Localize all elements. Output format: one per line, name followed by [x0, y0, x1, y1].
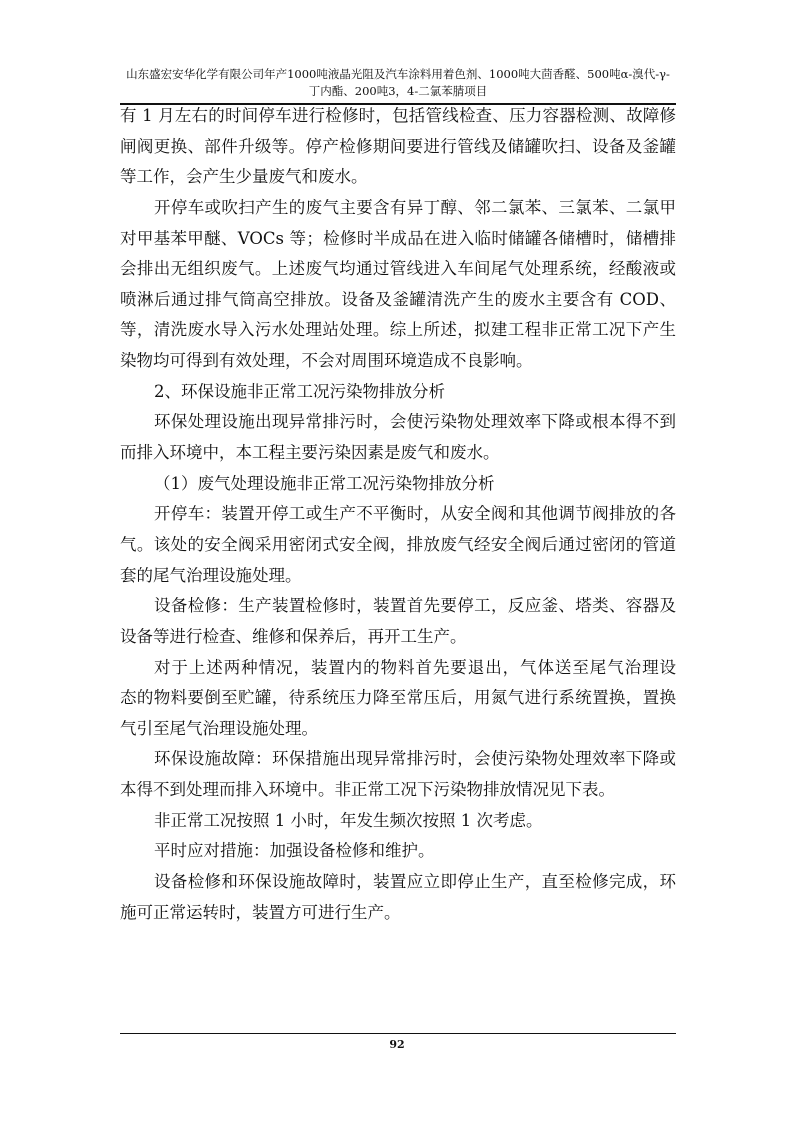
paragraph	[120, 867, 676, 928]
paragraph	[120, 653, 676, 745]
page-header	[112, 66, 684, 100]
text-line: 闸阀更换、部件升级等。停产检修期间要进行管线及储罐吹扫、设备及釜罐	[120, 136, 676, 156]
header-title-line-1: 山东盛宏安华化学有限公司年产1000吨液晶光阻及汽车涂料用着色剂、1000吨大茴香醛、500吨α-溴代-γ-	[126, 67, 670, 81]
paragraph	[120, 499, 676, 591]
text-line: 开停车：装置开停工或生产不平衡时，从安全阀和其他调节阀排放的各	[154, 504, 676, 524]
paragraph	[120, 101, 676, 193]
text-line: 设备检修和环保设施故障时，装置应立即停止生产，直至检修完成，环	[154, 872, 676, 892]
paragraph	[120, 469, 676, 500]
paragraph	[120, 836, 676, 867]
text-line: 环保处理设施出现异常排污时，会使污染物处理效率下降或根本得不到	[154, 412, 676, 432]
footer-divider	[120, 1033, 676, 1034]
text-line: （1）废气处理设施非正常工况污染物排放分析	[154, 473, 495, 493]
text-line: 环保设施故障：环保措施出现异常排污时，会使污染物处理效率下降或	[154, 749, 676, 769]
text-line: 而排入环境中，本工程主要污染因素是废气和废水。	[120, 443, 500, 463]
paragraph	[120, 193, 676, 377]
text-line: 喷淋后通过排气筒高空排放。设备及釜罐清洗产生的废水主要含有 COD、	[120, 289, 676, 309]
text-line: 设备等进行检查、维修和保养后，再开工生产。	[120, 626, 467, 646]
text-line: 2、环保设施非正常工况污染物排放分析	[154, 381, 445, 401]
text-line: 染物均可得到有效处理，不会对周围环境造成不良影响。	[120, 351, 533, 371]
paragraph	[120, 407, 676, 468]
text-line: 平时应对措施：加强设备检修和维护。	[154, 841, 435, 861]
text-line: 开停车或吹扫产生的废气主要含有异丁醇、邻二氯苯、三氯苯、二氯甲	[154, 197, 676, 217]
paragraph	[120, 744, 676, 805]
text-line: 本得不到处理而排入环境中。非正常工况下污染物排放情况见下表。	[120, 780, 615, 800]
paragraph	[120, 591, 676, 652]
document-body	[120, 101, 676, 928]
text-line: 施可正常运转时，装置方可进行生产。	[120, 902, 401, 922]
header-title-line-2: 丁内酯、200吨3，4-二氯苯腈项目	[308, 84, 488, 98]
paragraph	[120, 806, 676, 837]
page-number: 92	[389, 1038, 405, 1051]
text-line: 气引至尾气治理设施处理。	[120, 718, 318, 738]
text-line: 非正常工况按照 1 小时，年发生频次按照 1 次考虑。	[154, 810, 543, 830]
text-line: 会排出无组织废气。上述废气均通过管线进入车间尾气处理系统，经酸液或	[120, 259, 676, 279]
text-line: 态的物料要倒至贮罐，待系统压力降至常压后，用氮气进行系统置换，置换	[120, 688, 676, 708]
text-line: 有 1 月左右的时间停车进行检修时，包括管线检查、压力容器检测、故障修	[120, 106, 676, 125]
text-line: 气。该处的安全阀采用密闭式安全阀，排放废气经安全阀后通过密闭的管道	[120, 534, 676, 554]
paragraph	[120, 377, 676, 408]
text-line: 设备检修：生产装置检修时，装置首先要停工，反应釜、塔类、容器及	[154, 596, 676, 616]
text-line: 对于上述两种情况，装置内的物料首先要退出，气体送至尾气治理设	[154, 657, 676, 677]
text-line: 套的尾气治理设施处理。	[120, 565, 302, 585]
text-line: 等，清洗废水导入污水处理站处理。综上所述，拟建工程非正常工况下产生	[120, 320, 676, 340]
text-line: 对甲基苯甲醚、VOCs 等；检修时半成品在进入临时储罐各储槽时，储槽排	[120, 228, 676, 248]
text-line: 等工作，会产生少量废气和废水。	[120, 167, 368, 187]
